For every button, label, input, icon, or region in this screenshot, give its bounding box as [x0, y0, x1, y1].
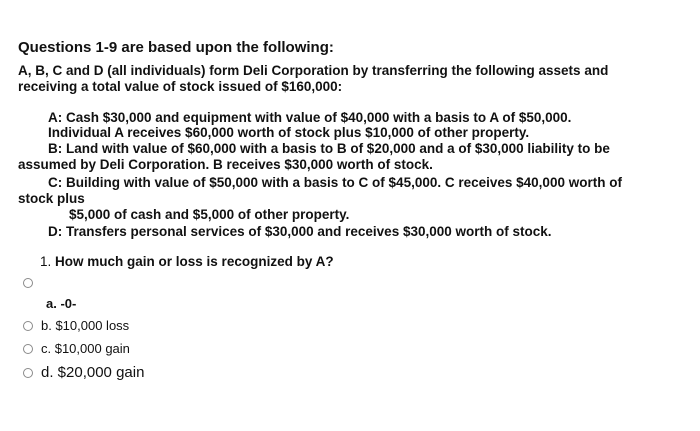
question-text: How much gain or loss is recognized by A?: [55, 254, 334, 269]
a-line-1: A: Cash $30,000 and equipment with value of $40,000 with a basis to A of $50,000.: [48, 110, 572, 125]
question-number: 1.: [40, 254, 52, 269]
heading: Questions 1-9 are based upon the following:: [18, 39, 334, 56]
d-line: D: Transfers personal services of $30,000 and receives $30,000 worth of stock.: [48, 224, 552, 239]
intro-line-2: receiving a total value of stock issued of $160,000:: [18, 79, 343, 94]
option-c-label[interactable]: c. $10,000 gain: [41, 341, 130, 356]
c-line-3: $5,000 of cash and $5,000 of other property.: [69, 207, 350, 222]
option-b-label[interactable]: b. $10,000 loss: [41, 318, 130, 333]
a-line-2: Individual A receives $60,000 worth of stock plus $10,000 of other property.: [48, 125, 530, 140]
option-d-label[interactable]: d. $20,000 gain: [41, 364, 145, 381]
b-line-1: B: Land with value of $60,000 with a basis to B of $20,000 and a of $30,000 liability to be: [48, 141, 610, 156]
question-1: [40, 254, 334, 269]
c-line-2: stock plus: [18, 191, 85, 206]
radio-option-c[interactable]: [23, 344, 33, 354]
radio-option-a[interactable]: [23, 278, 33, 288]
b-line-2: assumed by Deli Corporation. B receives $30,000 worth of stock.: [18, 157, 433, 172]
radio-option-b[interactable]: [23, 321, 33, 331]
option-a-label[interactable]: a. -0-: [46, 296, 77, 311]
c-line-1: C: Building with value of $50,000 with a basis to C of $45,000. C receives $40,000 worth of: [48, 175, 622, 190]
intro-line-1: A, B, C and D (all individuals) form Deli Corporation by transferring the following assets and: [18, 63, 609, 78]
radio-option-d[interactable]: [23, 368, 33, 378]
